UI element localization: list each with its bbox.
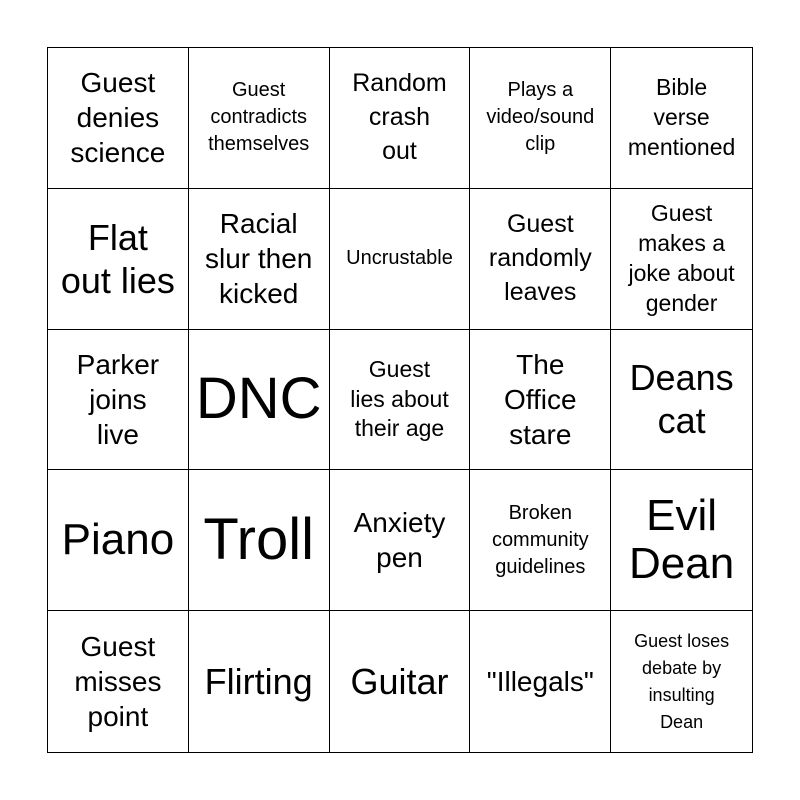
- cell-text: Guest denies science: [70, 67, 166, 169]
- cell-text: Guest randomly leaves: [488, 210, 592, 306]
- bingo-cell[interactable]: [330, 48, 471, 189]
- bingo-cell[interactable]: [330, 330, 471, 471]
- cell-text: Bible verse mentioned: [627, 74, 736, 160]
- bingo-cell[interactable]: [470, 470, 611, 611]
- bingo-cell[interactable]: [189, 189, 330, 330]
- bingo-cell[interactable]: [189, 48, 330, 189]
- bingo-cell[interactable]: [611, 611, 752, 752]
- cell-text: Guest misses point: [74, 631, 162, 733]
- bingo-cell[interactable]: [330, 611, 471, 752]
- cell-text: Guest loses debate by insulting Dean: [634, 630, 730, 732]
- cell-text: Evil Dean: [629, 490, 735, 589]
- cell-text: "Illegals": [486, 666, 594, 698]
- bingo-cell[interactable]: [189, 611, 330, 752]
- cell-text: The Office stare: [503, 348, 577, 450]
- bingo-board: [47, 47, 753, 753]
- bingo-cell[interactable]: [611, 189, 752, 330]
- cell-text: Guest makes a joke about gender: [628, 199, 735, 316]
- cell-text: Flirting: [204, 661, 313, 702]
- bingo-cell[interactable]: [330, 470, 471, 611]
- cell-text: Guest lies about their age: [350, 355, 449, 442]
- cell-text: Parker joins live: [76, 348, 160, 450]
- cell-text: Broken community guidelines: [491, 501, 589, 578]
- cell-text: Guest contradicts themselves: [208, 79, 310, 156]
- bingo-cell[interactable]: [611, 470, 752, 611]
- cell-text: Piano: [61, 515, 175, 565]
- cell-text: Troll: [203, 507, 314, 573]
- cell-text: Uncrustable: [346, 247, 453, 270]
- bingo-cell[interactable]: [470, 48, 611, 189]
- bingo-cell[interactable]: [48, 189, 189, 330]
- cell-text: Guitar: [350, 661, 449, 702]
- bingo-cell[interactable]: [330, 189, 471, 330]
- bingo-cell[interactable]: [470, 611, 611, 752]
- cell-text: Anxiety pen: [353, 507, 446, 574]
- cell-text: Flat out lies: [60, 216, 175, 301]
- cell-text: Random crash out: [352, 69, 447, 165]
- bingo-cell[interactable]: [470, 189, 611, 330]
- bingo-cell[interactable]: [611, 330, 752, 471]
- bingo-cell[interactable]: [189, 470, 330, 611]
- cell-text: Deans cat: [629, 357, 734, 442]
- cell-text: DNC: [195, 366, 322, 432]
- bingo-cell[interactable]: [48, 611, 189, 752]
- bingo-cell[interactable]: [470, 330, 611, 471]
- bingo-cell[interactable]: [48, 470, 189, 611]
- bingo-cell[interactable]: [189, 330, 330, 471]
- cell-text: Racial slur then kicked: [204, 208, 313, 310]
- bingo-cell[interactable]: [611, 48, 752, 189]
- bingo-cell[interactable]: [48, 330, 189, 471]
- bingo-cell[interactable]: [48, 48, 189, 189]
- cell-text: Plays a video/sound clip: [486, 79, 595, 156]
